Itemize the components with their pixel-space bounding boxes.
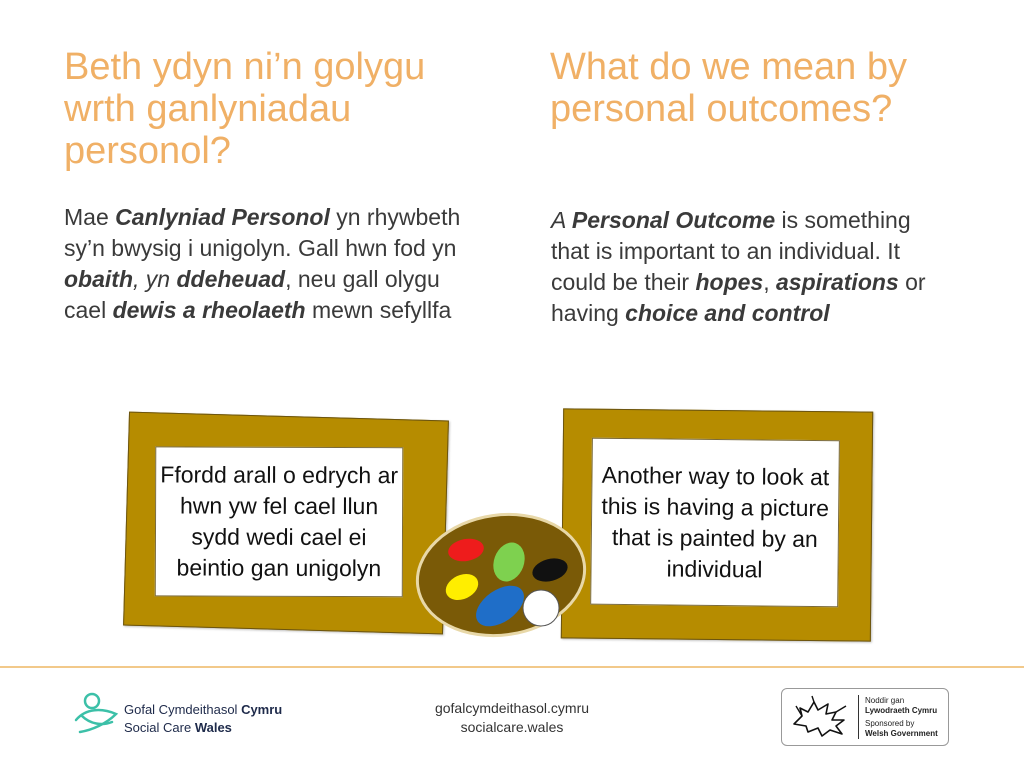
footer-url-english: socialcare.wales bbox=[460, 719, 564, 735]
social-care-wales-logo bbox=[72, 690, 282, 740]
welsh-body-part: Mae bbox=[64, 204, 116, 230]
badge-text-line: Lywodraeth Cymru bbox=[865, 706, 938, 715]
welsh-government-sponsor-badge bbox=[781, 688, 949, 746]
picture-frame-welsh bbox=[123, 412, 449, 635]
english-body-part: or having bbox=[551, 269, 926, 326]
english-body-part: is something that is important to an individual. It could be their bbox=[551, 207, 911, 295]
badge-text-line: Welsh Government bbox=[865, 729, 938, 738]
english-emphasis-term: Personal Outcome bbox=[571, 207, 776, 233]
social-care-wales-mark-icon bbox=[72, 690, 120, 738]
welsh-dragon-icon bbox=[788, 694, 852, 740]
english-emphasis-term: choice and control bbox=[625, 300, 830, 326]
picture-frame-english bbox=[561, 408, 873, 641]
logo-text-part: Gofal Cymdeithasol bbox=[124, 702, 242, 717]
logo-text-part: Wales bbox=[194, 720, 232, 735]
badge-divider bbox=[858, 695, 859, 739]
frame-text-welsh: Ffordd arall o edrych ar hwn yw fel cael llun sydd wedi cael ei beintio gan unigolyn bbox=[160, 461, 399, 582]
badge-text-line: Noddir gan bbox=[865, 696, 905, 705]
frame-text-english: Another way to look at this is having a picture that is painted by an individual bbox=[601, 461, 830, 582]
logo-text-english bbox=[124, 720, 232, 735]
footer-divider bbox=[0, 666, 1024, 668]
english-body-part: A bbox=[551, 207, 572, 233]
welsh-heading: Beth ydyn ni’n golygu wrth ganlyniadau personol? bbox=[64, 46, 426, 172]
frame-canvas-english bbox=[590, 438, 840, 608]
frame-canvas-welsh bbox=[155, 446, 404, 597]
welsh-emphasis-term: Canlyniad Personol bbox=[115, 204, 330, 230]
badge-text-line: Sponsored by bbox=[865, 719, 915, 728]
welsh-body-part: , neu gall olygu cael bbox=[64, 266, 440, 323]
paint-palette-icon bbox=[414, 510, 589, 640]
english-body-part: , bbox=[763, 269, 776, 295]
welsh-body-part: yn rhywbeth sy’n bwysig i unigolyn. Gall hwn fod yn bbox=[64, 204, 461, 261]
english-emphasis-term: hopes bbox=[695, 269, 764, 295]
english-emphasis-term: aspirations bbox=[776, 269, 899, 295]
logo-text-part: Social Care bbox=[124, 720, 195, 735]
welsh-emphasis-term: ddeheuad bbox=[176, 266, 286, 292]
white-paint-blob bbox=[523, 590, 559, 626]
welsh-emphasis-term: obaith bbox=[64, 266, 133, 292]
welsh-emphasis-term: dewis a rheolaeth bbox=[112, 297, 306, 323]
welsh-body-part: , yn bbox=[133, 266, 177, 292]
logo-text-part: Cymru bbox=[241, 702, 283, 717]
logo-text-welsh bbox=[124, 702, 282, 717]
english-heading: What do we mean by personal outcomes? bbox=[550, 46, 907, 130]
welsh-body-text bbox=[64, 202, 464, 326]
footer-url-welsh: gofalcymdeithasol.cymru bbox=[434, 700, 590, 716]
english-body-text bbox=[551, 205, 951, 329]
welsh-body-part: mewn sefyllfa bbox=[305, 297, 452, 323]
